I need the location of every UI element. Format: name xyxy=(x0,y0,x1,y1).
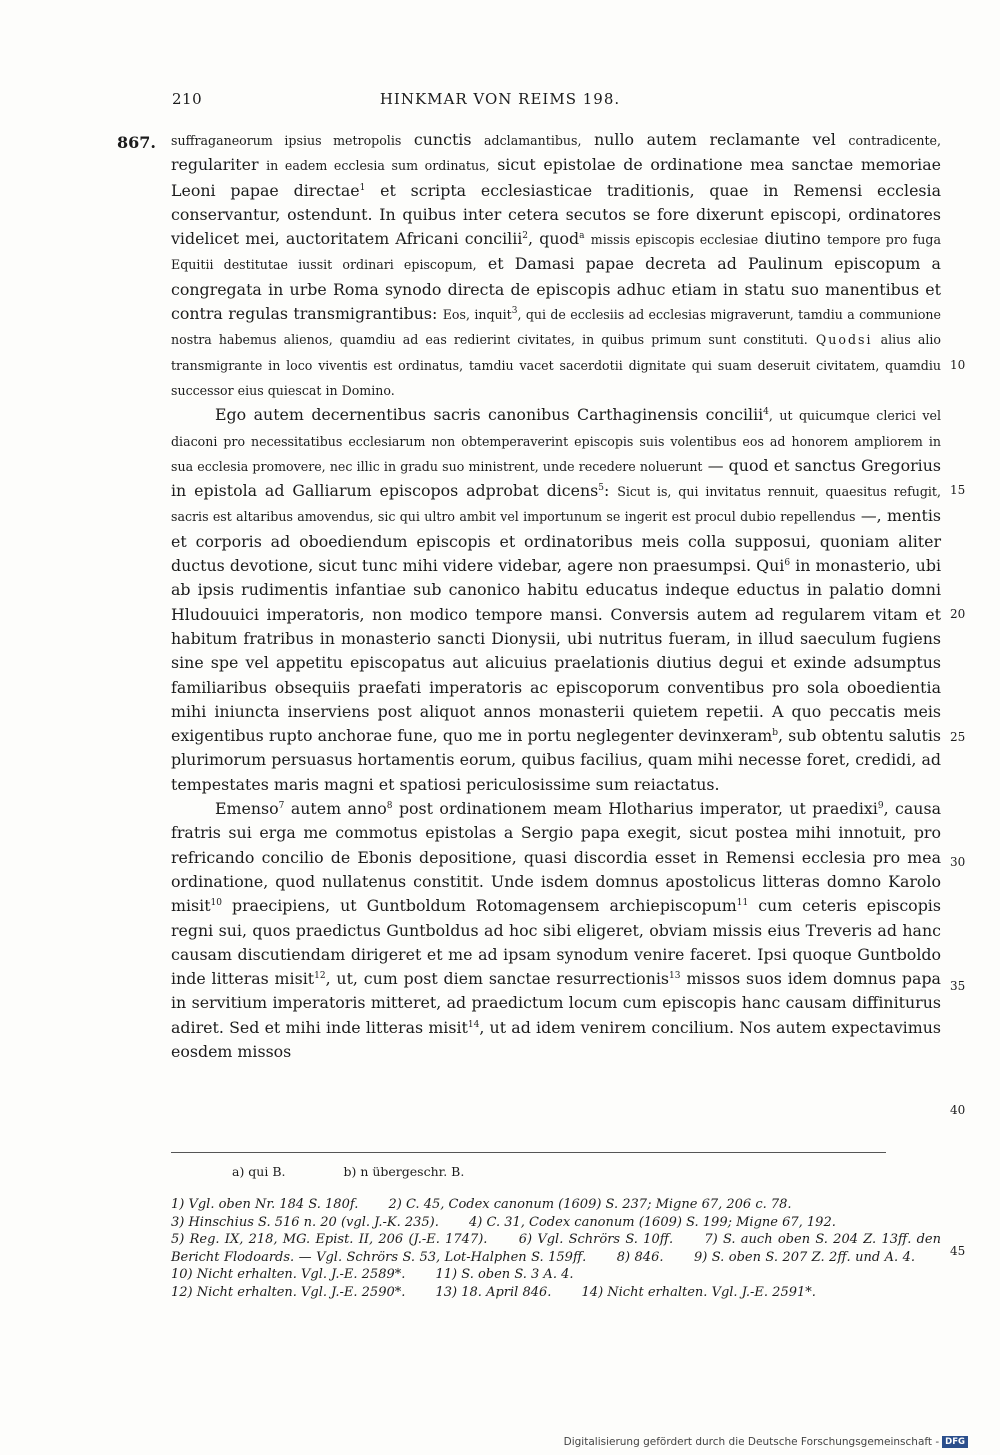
text: : xyxy=(603,481,610,501)
small-text: adclamantibus, xyxy=(484,133,582,148)
dfg-logo-icon: DFG xyxy=(942,1436,968,1448)
footnote: 8) 846. xyxy=(616,1249,664,1265)
text: —, mentis et corporis ad oboediendum episcopis et ordinatoribus meis colla supposui, quoniam aliter ductus devotione, sicut tunc mihi videre videbar, agere non praesumpsi. Qui xyxy=(171,506,941,576)
text: , ut ad idem venirem concilium. Nos autem expectavimus eosdem missos xyxy=(171,1017,941,1061)
text: sicut epistolae de ordinatione mea sanctae memoriae Leoni papae directae xyxy=(171,155,942,200)
footnote-ref: 12 xyxy=(314,971,326,982)
footnote-ref: 7 xyxy=(278,801,285,812)
text: et scripta ecclesiasticae traditionis, quae in Remensi ecclesia conservantur, ostendunt. In quibus inter cetera secutos se fore dixerunt episcopi, ordinatores videlicet mei, auctoritatem Africani concilii xyxy=(171,180,942,249)
paragraph-3 xyxy=(171,797,941,1064)
small-text: suffraganeorum ipsius metropolis xyxy=(171,133,402,148)
text: cum ceteris episcopis regni sui, quos praedictus Guntboldus ad hoc sibi eligeret, obviam missis eius Treveris ad hanc causam discutiendam dirigeret et me ad ipsam synodum venire faceret. Ipsi quoque Guntboldo inde litteras misit xyxy=(171,896,941,989)
small-text: in eadem ecclesia sum ordinatus, xyxy=(266,158,490,174)
paragraph-2 xyxy=(171,403,941,797)
footnote: 13) 18. April 846. xyxy=(435,1284,552,1300)
small-text: , ut quicumque clerici vel diaconi pro necessitatibus ecclesiarum non obtemperaverint episcopis suis volentibus eos ad honorem ampliorem in sua ecclesia promovere, nec illic in gradu suo ministrent, unde recedere noluerunt xyxy=(171,408,941,474)
line-number: 45 xyxy=(950,1244,966,1258)
critical-apparatus xyxy=(232,1164,464,1179)
small-text: contradicente, xyxy=(848,133,941,148)
footnote-ref: 10 xyxy=(210,898,222,909)
text: et Damasi papae decreta ad Paulinum episcopum a congregata in urbe Roma synodo directa de episcopis adhuc etiam in statu suo manentibus et contra regulas transmigrantibus: xyxy=(171,254,941,324)
footnote-line xyxy=(171,1196,941,1214)
footnote: 3) Hinschius S. 516 n. 20 (vgl. J.-K. 235). xyxy=(171,1214,439,1230)
footnote: 10) Nicht erhalten. Vgl. J.-E. 2589*. xyxy=(171,1267,406,1282)
running-head: HINKMAR VON REIMS 198. xyxy=(379,90,621,108)
text: Ego autem decernentibus sacris canonibus Carthaginensis concilii xyxy=(215,405,764,425)
line-number: 15 xyxy=(950,483,966,497)
footnote-ref: 3 xyxy=(511,306,518,317)
text: nullo autem reclamante vel xyxy=(594,130,836,149)
text: , sub obtentu salutis plurimorum persuasus hortamentis eorum, quibus facilius, quam mihi necesse foret, credidi, ad tempestates maris magni et spatiosi periculosissime sum reiactatus. xyxy=(171,726,941,794)
apparatus-note: a) qui B. xyxy=(232,1164,286,1179)
footnote-ref: 2 xyxy=(522,231,529,242)
footnote-line xyxy=(171,1214,941,1232)
spaced-word: Quodsi xyxy=(815,332,873,348)
footnote: 5) Reg. IX, 218, MG. Epist. II, 206 (J.-E. 1747). xyxy=(171,1232,488,1247)
footnote: 4) C. 31, Codex canonum (1609) S. 199; Migne 67, 192. xyxy=(469,1214,836,1230)
text: post ordinationem meam Hlotharius imperator, ut praedixi xyxy=(398,799,878,819)
apparatus-ref: b xyxy=(772,728,778,739)
small-text: tempore pro fuga Equitii destitutae iussit ordinari episcopum, xyxy=(171,232,941,273)
small-text: alius alio transmigrante in loco viventis est ordinatus, tamdiu vacet sacerdotii dignitate qui suam deseruit civitatem, quamdiu successor eius quiescat in Domino. xyxy=(171,332,941,398)
footnotes xyxy=(171,1196,941,1301)
apparatus-ref: a xyxy=(579,231,585,242)
line-number: 25 xyxy=(950,730,966,744)
footnote: 6) Vgl. Schrörs S. 10ff. xyxy=(518,1232,674,1247)
footnote-ref: 9 xyxy=(877,801,884,812)
line-number: 40 xyxy=(950,1103,966,1117)
footnote: 7) S. auch oben S. 204 Z. 13ff. den Bericht Flodoards. — Vgl. Schrörs S. 53, Lot-Halphen S. 159ff. xyxy=(171,1232,941,1265)
text: , quod xyxy=(528,229,580,249)
footnote-ref: 6 xyxy=(784,558,791,569)
text: in monasterio, ubi ab ipsis rudimentis infantiae sub canonico habitu educatus indeque eductus in palatio domni Hludouuici imperatoris, non modico tempore mansi. Conversis autem ad regularem vitam et habitum fratribus in monasterio sancti Dionysii, ubi nutritus fueram, in illud saeculum fugiens sine spe vel appetitu episcopatus aut alicuius praelationis diutius degui et exinde adsumptus familiaribus obsequiis praefati imperatoris ac episcoporum conventibus pro sola oboedientia mihi iniuncta inserviens post aliquot annos monasterii quietem repetii. A quo peccatis meis exigentibus rupto anchorae fune, quo me in portu neglegenter devinxeram xyxy=(171,556,942,746)
footnote-ref: 1 xyxy=(359,182,366,193)
footnote: 12) Nicht erhalten. Vgl. J.-E. 2590*. xyxy=(171,1284,406,1300)
footnote-line xyxy=(171,1284,941,1302)
text: diutino xyxy=(764,229,821,249)
footnote-ref: 8 xyxy=(386,801,393,812)
small-text: , qui de ecclesiis ad ecclesias migraverunt, tamdiu a communione nostra habemus alienos, quamdiu ad eas redierint civitates, in quibus primum sunt constituti. xyxy=(171,307,941,348)
footnote: 14) Nicht erhalten. Vgl. J.-E. 2591*. xyxy=(581,1284,816,1300)
digitization-note xyxy=(564,1436,968,1448)
line-number: 20 xyxy=(950,607,966,621)
footnote-ref: 4 xyxy=(763,407,769,418)
digitization-text: Digitalisierung gefördert durch die Deutsche Forschungsgemeinschaft - xyxy=(563,1436,940,1448)
text: Emenso xyxy=(215,799,279,819)
footnote: 2) C. 45, Codex canonum (1609) S. 237; Migne 67, 206 c. 78. xyxy=(388,1197,792,1212)
text: — quod et sanctus Gregorius in epistola ad Galliarum episcopos adprobat dicens xyxy=(171,455,941,501)
text: cunctis xyxy=(413,130,472,149)
text: missos suos idem domnus papa in servitium imperatoris mitteret, ad praedictum locum cum episcopis hanc causam diffiniturus adiret. Sed et mihi inde litteras misit xyxy=(171,969,941,1037)
text: praecipiens, ut Guntboldum Rotomagensem archiepiscopum xyxy=(231,896,737,916)
footnote-ref: 13 xyxy=(669,971,681,982)
footnote: 9) S. oben S. 207 Z. 2ff. und A. 4. xyxy=(693,1249,915,1265)
small-text: Eos, inquit xyxy=(442,307,512,323)
main-text xyxy=(171,128,941,1064)
year-marker: 867. xyxy=(117,133,156,152)
footnote-ref: 5 xyxy=(598,483,604,494)
footnote: 11) S. oben S. 3 A. 4. xyxy=(435,1267,574,1282)
footnote-line xyxy=(171,1231,941,1284)
line-number: 10 xyxy=(950,358,966,372)
footnote: 1) Vgl. oben Nr. 184 S. 180f. xyxy=(171,1197,359,1212)
small-text: missis episcopis ecclesiae xyxy=(590,232,759,248)
text: autem anno xyxy=(290,799,387,819)
text: regulariter xyxy=(171,155,259,175)
page-number: 210 xyxy=(172,90,203,108)
line-number: 35 xyxy=(950,979,966,993)
footnote-ref: 11 xyxy=(736,898,749,909)
line-number: 30 xyxy=(950,855,966,869)
apparatus-note: b) n übergeschr. B. xyxy=(343,1164,465,1179)
text: , causa fratris sui erga me commotus epistolas a Sergio papa exegit, sicut postea mihi innotuit, pro refricando concilio de Ebonis depositione, quasi discordia esset in Remensi ecclesia pro mea ordinatione, quod nullatenus constitit. Unde isdem domnus apostolicus litteras domno Karolo misit xyxy=(171,799,941,916)
footnote-ref: 14 xyxy=(467,1019,480,1030)
small-text: Sicut is, qui invitatus rennuit, quaesitus refugit, sacris est altaribus amovendus, sic qui ultro ambit vel importunum se ingerit est procul dubio repellendus xyxy=(171,484,941,525)
paragraph-1 xyxy=(171,128,941,403)
separator-rule xyxy=(171,1152,886,1153)
text: , ut, cum post diem sanctae resurrectionis xyxy=(325,969,670,989)
